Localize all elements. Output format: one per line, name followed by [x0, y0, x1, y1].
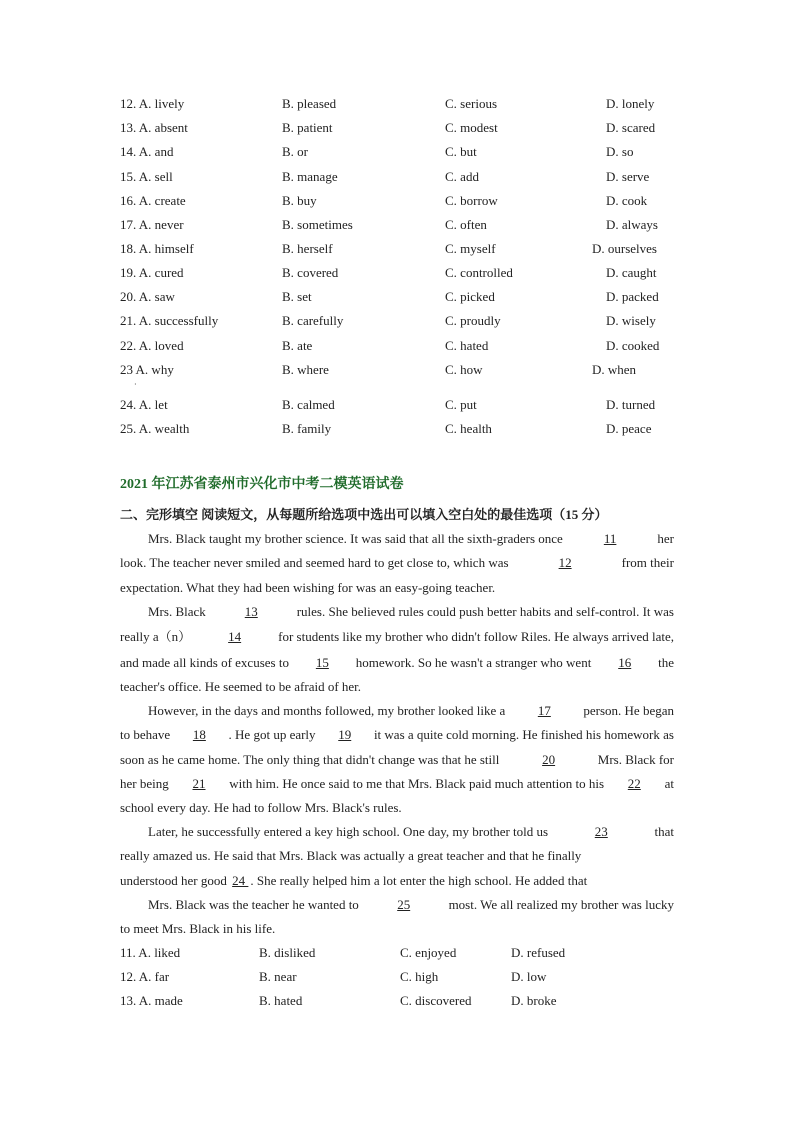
blank-22: 22: [627, 776, 641, 791]
blank-18: 18: [192, 727, 206, 742]
option-row: [0, 420, 794, 438]
blank-20: 20: [542, 752, 556, 767]
option-c: C. discovered: [400, 993, 472, 1008]
option-b: B. or: [282, 144, 308, 159]
option-row: [0, 288, 794, 306]
option-a: 25. A. wealth: [120, 421, 190, 436]
option-row: [0, 216, 794, 234]
option-d: D. cook: [606, 193, 648, 208]
option-b: B. herself: [282, 241, 333, 256]
option-c: C. modest: [445, 120, 498, 135]
option-b: B. patient: [282, 120, 333, 135]
option-b: B. disliked: [259, 945, 316, 960]
option-d: D. turned: [606, 397, 656, 412]
option-c: C. put: [445, 397, 477, 412]
passage-line: and made all kinds of excuses to 15 homework. So he wasn't a stranger who went 16 the: [120, 655, 674, 670]
option-d: D. scared: [606, 120, 656, 135]
option-c: C. borrow: [445, 193, 498, 208]
passage-line: However, in the days and months followed, my brother looked like a 17 person. He began: [148, 703, 674, 718]
option-c: C. controlled: [445, 265, 513, 280]
option-c: C. serious: [445, 96, 497, 111]
option-b: B. family: [282, 421, 332, 436]
option-b: B. covered: [282, 265, 339, 280]
option-d: D. wisely: [606, 313, 656, 328]
option-b: B. near: [259, 969, 297, 984]
passage-line: teacher's office. He seemed to be afraid of her.: [120, 679, 362, 694]
option-c: C. enjoyed: [400, 945, 457, 960]
option-c: C. but: [445, 144, 477, 159]
passage-line: soon as he came home. The only thing that didn't change was that he still 20 Mrs. Black for: [120, 752, 674, 767]
option-c: C. often: [445, 217, 487, 232]
option-d: D. low: [511, 969, 547, 984]
option-b: B. sometimes: [282, 217, 353, 232]
option-a: 23 A. why: [120, 362, 174, 377]
passage-line: to meet Mrs. Black in his life.: [120, 921, 276, 936]
option-c: C. hated: [445, 338, 489, 353]
passage-line: her being 21 with him. He once said to me that Mrs. Black paid much attention to his 22 at: [120, 776, 674, 791]
passage-line: really amazed us. He said that Mrs. Black was actually a great teacher and that he finally: [120, 848, 582, 863]
option-a: 11. A. liked: [120, 945, 181, 960]
option-b: B. buy: [282, 193, 317, 208]
option-c: C. proudly: [445, 313, 501, 328]
option-c: C. myself: [445, 241, 496, 256]
passage-line: to behave 18 . He got up early 19 it was a quite cold morning. He finished his homework as: [120, 727, 674, 742]
exam-title: 2021 年江苏省泰州市兴化市中考二模英语试卷: [120, 477, 404, 492]
option-a: 18. A. himself: [120, 241, 194, 256]
blank-24: 24: [232, 873, 249, 888]
passage-line: school every day. He had to follow Mrs. Black's rules.: [120, 800, 402, 815]
option-row: [0, 240, 794, 258]
option-b: B. where: [282, 362, 329, 377]
option-row: [0, 95, 794, 113]
option-row: [0, 337, 794, 355]
option-d: D. packed: [606, 289, 659, 304]
option-d: D. always: [606, 217, 658, 232]
blank-21: 21: [192, 776, 206, 791]
option-a: 13. A. absent: [120, 120, 188, 135]
option-a: 21. A. successfully: [120, 313, 219, 328]
passage-line: Mrs. Black was the teacher he wanted to 25 most. We all realized my brother was lucky: [148, 897, 674, 912]
option-c: C. high: [400, 969, 439, 984]
option-row: [0, 264, 794, 282]
option-row: [0, 992, 794, 1010]
option-b: B. calmed: [282, 397, 335, 412]
passage-line: Later, he successfully entered a key high school. One day, my brother told us 23 that: [148, 824, 674, 839]
option-d: D. serve: [606, 169, 650, 184]
option-a: 13. A. made: [120, 993, 183, 1008]
option-row: [0, 143, 794, 161]
option-a: 22. A. loved: [120, 338, 184, 353]
option-b: B. set: [282, 289, 312, 304]
option-a: 19. A. cured: [120, 265, 184, 280]
passage-line: understood her good 24 . She really helped him a lot enter the high school. He added that: [120, 873, 588, 888]
option-c: C. health: [445, 421, 492, 436]
option-a: 12. A. lively: [120, 96, 185, 111]
option-row: [0, 312, 794, 330]
option-row: [0, 192, 794, 210]
blank-23: 23: [594, 824, 608, 839]
blank-19: 19: [338, 727, 352, 742]
option-a: 15. A. sell: [120, 169, 173, 184]
option-d: D. so: [606, 144, 634, 159]
blank-17: 17: [537, 703, 551, 718]
option-b: B. pleased: [282, 96, 337, 111]
blank-15: 15: [315, 655, 329, 670]
option-c: C. add: [445, 169, 479, 184]
option-b: B. manage: [282, 169, 338, 184]
blank-16: 16: [618, 655, 632, 670]
option-d: D. broke: [511, 993, 557, 1008]
passage-line: Mrs. Black 13 rules. She believed rules could push better habits and self-control. It was: [148, 604, 674, 619]
option-row: [0, 119, 794, 137]
option-a: 14. A. and: [120, 144, 174, 159]
option-c: C. how: [445, 362, 483, 377]
option-b: B. ate: [282, 338, 313, 353]
blank-25: 25: [397, 897, 411, 912]
option-row: [0, 168, 794, 186]
passage-line: expectation. What they had been wishing for was an easy-going teacher.: [120, 580, 496, 595]
option-row: [0, 396, 794, 414]
option-d: D. lonely: [606, 96, 655, 111]
option-row: [0, 968, 794, 986]
option-c: C. picked: [445, 289, 495, 304]
option-d: D. cooked: [606, 338, 660, 353]
passage-line: really a（n） 14 for students like my brother who didn't follow Riles. He always arrived late,: [120, 629, 674, 644]
option-d: D. refused: [511, 945, 566, 960]
option-a: 17. A. never: [120, 217, 184, 232]
option-a: 20. A. saw: [120, 289, 175, 304]
option-d: D. peace: [606, 421, 652, 436]
option-b: B. hated: [259, 993, 303, 1008]
option-a: 12. A. far: [120, 969, 170, 984]
option-a: 24. A. let: [120, 397, 168, 412]
option-d: D. when: [592, 362, 637, 377]
option-row: [0, 361, 794, 379]
option-d: D. caught: [606, 265, 657, 280]
blank-11: 11: [603, 531, 617, 546]
blank-14: 14: [228, 629, 242, 644]
passage-line: look. The teacher never smiled and seemed hard to get close to, which was 12 from their: [120, 555, 674, 570]
blank-13: 13: [244, 604, 258, 619]
option-row: [0, 944, 794, 962]
option-b: B. carefully: [282, 313, 344, 328]
option-a: 16. A. create: [120, 193, 186, 208]
blank-12: 12: [558, 555, 572, 570]
stray-mark: ·: [134, 380, 137, 389]
section-heading: 二、完形填空 阅读短文，从每题所给选项中选出可以填入空白处的最佳选项（15 分）: [120, 507, 608, 522]
option-d: D. ourselves: [592, 241, 657, 256]
passage-line: Mrs. Black taught my brother science. It was said that all the sixth-graders once 11 her: [148, 531, 674, 546]
